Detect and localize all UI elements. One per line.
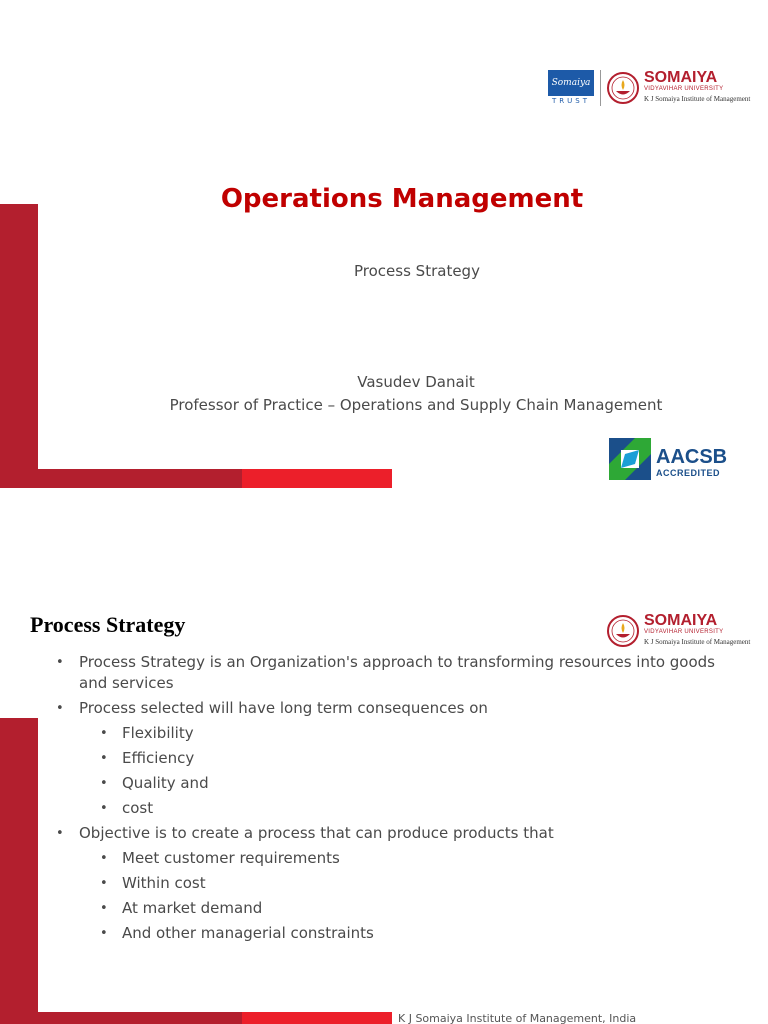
somaiya-trust-logo	[548, 70, 594, 106]
bullet-text: Meet customer requirements	[122, 849, 340, 867]
sub-bullet-item	[56, 773, 736, 794]
aacsb-accredited-logo	[609, 438, 731, 482]
slide-subtitle: Process Strategy	[354, 262, 480, 280]
bullet-marker: •	[100, 726, 108, 741]
sub-bullet-item	[56, 748, 736, 769]
slide-title: Operations Management	[220, 184, 584, 214]
sub-bullet-item	[56, 723, 736, 744]
sub-bullet-item	[56, 798, 736, 819]
bullet-item	[56, 652, 736, 694]
aacsb-accredited-label: ACCREDITED	[656, 468, 721, 478]
bullet-marker: •	[100, 876, 108, 891]
bullet-text: Efficiency	[122, 749, 195, 767]
somaiya-emblem-icon	[606, 71, 640, 105]
bullet-marker: •	[100, 851, 108, 866]
bullet-item	[56, 698, 736, 719]
bullet-text: And other managerial constraints	[122, 924, 374, 942]
bullet-marker: •	[100, 776, 108, 791]
aacsb-word: AACSB	[656, 446, 728, 468]
somaiya-logo-institute: K J Somaiya Institute of Management	[644, 95, 751, 103]
logo-divider	[600, 70, 601, 106]
trust-logo-script: Somaiya	[548, 70, 594, 96]
sub-bullet-item	[56, 898, 736, 919]
slide-footer: K J Somaiya Institute of Management, India	[398, 1012, 637, 1024]
sub-bullet-item	[56, 848, 736, 869]
somaiya-university-logo	[606, 69, 766, 107]
frame-horizontal-bar-dark	[0, 1012, 242, 1024]
bullet-text: Within cost	[122, 874, 206, 892]
bullet-marker: •	[56, 701, 64, 716]
bullet-text: Flexibility	[122, 724, 194, 742]
bullet-marker: •	[100, 751, 108, 766]
somaiya-emblem-icon	[606, 614, 640, 648]
presenter-role: Professor of Practice – Operations and Supply Chain Management	[169, 396, 663, 414]
somaiya-logo-institute: K J Somaiya Institute of Management	[644, 638, 751, 646]
presenter-name: Vasudev Danait	[357, 373, 475, 391]
bullet-text: Process Strategy is an Organization's approach to transforming resources into goods and services	[79, 653, 715, 692]
somaiya-university-logo	[606, 612, 766, 650]
frame-horizontal-bar-bright	[242, 1012, 392, 1024]
somaiya-logo-university: VIDYAVIHAR UNIVERSITY	[644, 629, 724, 635]
bullet-marker: •	[100, 901, 108, 916]
trust-logo-word: TRUST	[552, 97, 590, 105]
frame-horizontal-bar-dark	[0, 469, 242, 488]
bullet-text: Process selected will have long term consequences on	[79, 699, 488, 717]
frame-vertical-bar	[0, 204, 38, 488]
bullet-text: cost	[122, 799, 154, 817]
sub-bullet-item	[56, 923, 736, 944]
content-slide	[0, 582, 768, 1024]
bullet-marker: •	[100, 801, 108, 816]
somaiya-logo-university: VIDYAVIHAR UNIVERSITY	[644, 86, 724, 92]
bullet-marker: •	[100, 926, 108, 941]
sub-bullet-item	[56, 873, 736, 894]
title-slide	[0, 0, 768, 490]
bullet-marker: •	[56, 655, 64, 670]
frame-horizontal-bar-bright	[242, 469, 392, 488]
aacsb-emblem-icon	[609, 438, 651, 480]
page-gap	[0, 490, 768, 582]
bullet-list	[56, 652, 736, 944]
bullet-text: Quality and	[122, 774, 209, 792]
bullet-text: Objective is to create a process that can produce products that	[79, 824, 554, 842]
frame-vertical-bar	[0, 718, 38, 1024]
bullet-item	[56, 823, 736, 844]
bullet-marker: •	[56, 826, 64, 841]
somaiya-logo-name: SOMAIYA	[644, 69, 718, 86]
slide-title: Process Strategy	[30, 612, 186, 637]
somaiya-logo-name: SOMAIYA	[644, 612, 718, 629]
bullet-text: At market demand	[122, 899, 263, 917]
